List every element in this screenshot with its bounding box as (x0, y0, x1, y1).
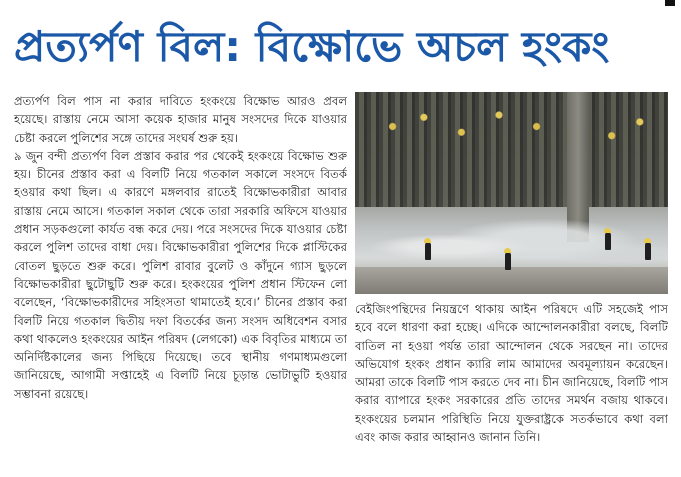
article-paragraph-3: বেইজিংপন্থিদের নিয়ন্ত্রণে থাকায় আইন পরিষদে এটি সহজেই পাস হবে বলে ধারণা করা হচ্ছে। এদিকে আন্দোলনকারীরা বলছে, বিলটি বাতিল না হওয়া পর্যন্ত তারা আন্দোলন থেকে সরছেন না। তাদের অভিযোগ হংকং প্রধান ক্যারি লাম আমাদের অবমূল্যায়ন করেছেন। আমরা তাকে বিলটি পাস করতে দেব না। চীন জানিয়েছে, বিলটি পাস করার ব্যাপারে হংকং সরকারের প্রতি তাদের সমর্থন বজায় থাকবে। হংকংয়ের চলমান পরিস্থিতি নিয়ে যুক্তরাষ্ট্রকে সতর্কভাবে কথা বলা এবং কাজ করার আহ্বানও জানান তিনি। (355, 302, 668, 445)
article-right-column (355, 300, 668, 475)
helmet (604, 228, 611, 233)
helmet (644, 238, 651, 243)
article-left-column (14, 92, 347, 472)
helmet (504, 248, 511, 253)
article-paragraph-2: ৯ জুন বন্দী প্রত্যর্পণ বিল প্রস্তাব করার পর থেকেই হংকংয়ে বিক্ষোভ শুরু হয়। চীনের প্রস্তাব করা এ বিলটি নিয়ে গতকাল সকালে সংসদে বিতর্ক হওয়ার কথা ছিল। এ কারণে মঙ্গলবার রাতেই বিক্ষোভকারীরা আবার রাস্তায় নেমে আসে। গতকাল সকাল থেকে তারা সরকারি অফিসে যাওয়ার প্রধান সড়কগুলো কার্যত বন্ধ করে দেয়। পরে সংসদের দিকে যাওয়ার চেষ্টা করলে পুলিশ তাদের বাধা দেয়। বিক্ষোভকারীরা পুলিশের দিকে প্লাস্টিকের বোতল ছুড়তে শুরু করে। পুলিশ রাবার বুলেট ও কাঁদুনে গ্যাস ছুড়লে বিক্ষোভকারীরা ছুটোছুটি শুরু করে। হংকংয়ের পুলিশ প্রধান স্টিফেন লো বলেছেন, ‘বিক্ষোভকারীদের সহিংসতা থামাতেই হবে।’ চীনের প্রস্তাব করা বিলটি নিয়ে গতকাল দ্বিতীয় দফা বিতর্কের জন্য সংসদ অধিবেশন বসার কথা থাকলেও হংকংয়ের আইন পরিষদ (লেগকো) এক বিবৃতির মাধ্যমে তা অনির্দিষ্টকালের জন্য পিছিয়ে দিয়েছে। তবে স্থানীয় গণমাধ্যমগুলো জানিয়েছে, আগামী সপ্তাহেই এ বিলটি নিয়ে চূড়ান্ত ভোটাভুটি হওয়ার সম্ভাবনা রয়েছে। (14, 148, 347, 401)
protest-photo (355, 92, 668, 294)
helmet (424, 238, 431, 243)
corner-mark (665, 0, 675, 6)
protester-figure (505, 252, 511, 270)
headline: প্রত্যর্পণ বিল: বিক্ষোভে অচল হংকং (14, 22, 610, 71)
top-edge (0, 0, 681, 6)
protester-figure (425, 242, 431, 260)
crowd-area (355, 92, 668, 207)
protester-figure (605, 232, 611, 250)
protester-figure (645, 242, 651, 260)
article-paragraph-1: প্রত্যর্পণ বিল পাস না করার দাবিতে হংকংয়ে বিক্ষোভ আরও প্রবল হয়েছে। রাস্তায় নেমে আসা কয়েক হাজার মানুষ সংসদের দিকে যাওয়ার চেষ্টা করলে পুলিশের সঙ্গে তাদের সংঘর্ষ শুরু হয়। (14, 94, 347, 145)
road (355, 267, 668, 294)
